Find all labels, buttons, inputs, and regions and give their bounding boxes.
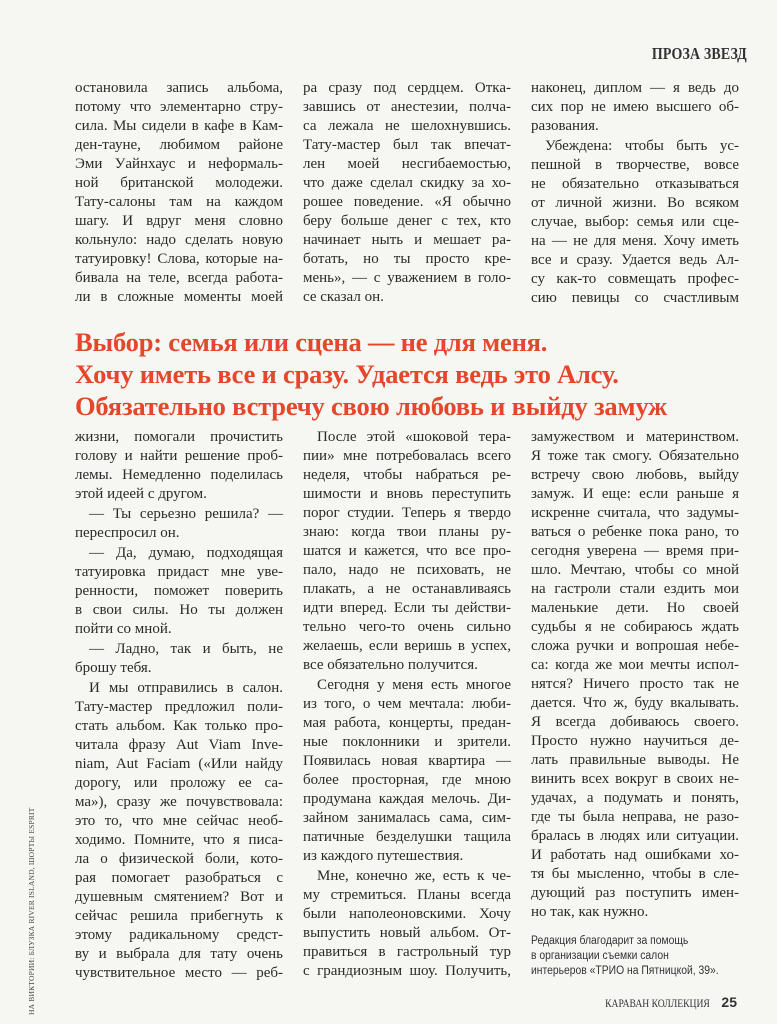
top-column-1 [75,79,283,307]
top-column-3 [531,79,739,308]
text-line: И работать над ошибками хо- [531,847,739,863]
text-line: переспросил он. [75,525,180,541]
text-line: стать альбом. Как только про- [75,718,283,734]
text-line: ла о физической боли, кото- [75,851,283,867]
text-line: шатся и кажется, что все про- [303,543,511,559]
credit-line: в организации съемки салон [531,950,669,962]
text-line: пии» мне потребовалась всего [303,448,511,464]
text-line: плакать, а не останавливаясь [303,581,511,597]
text-line: где ты была неправа, не разо- [531,809,739,825]
text-line: Убеждена: чтобы быть ус- [545,138,739,154]
credit-line: Редакция благодарит за помощь [531,935,689,947]
text-line: Я всегда добиваюсь своего. [531,714,739,730]
page-number: 25 [721,994,737,1010]
text-line: ра сразу под сердцем. Отка- [303,80,511,96]
text-line: сложа ручки и вопрошая небе- [531,638,739,654]
text-line: сегодня уверена — время при- [531,543,739,559]
text-line: сих пор не имею высшего об- [531,99,739,115]
photo-caption: НА ВИКТОРИИ: БЛУЗКА RIVER ISLAND, ШОРТЫ ESPRIT [27,807,36,1015]
text-line: чувствительное место — реб- [75,965,283,981]
text-line: После этой «шоковой тера- [317,429,511,445]
text-line: в свои силы. Но ты должен [75,602,283,618]
text-line: удачах, а подумать и понять, [531,790,739,806]
text-line: ма»), сразу же почувствовала: [75,794,283,810]
text-line: ные поклонники и зрители. [303,734,511,750]
text-line: винить всех вокруг в своих не- [531,771,739,787]
text-line: идти вперед. Если ты действи- [303,600,511,616]
text-line: наконец, диплом — я ведь до [531,80,739,96]
text-line: Эми Уайнхаус и неформаль- [75,156,283,172]
text-line: встречу свою любовь, выйду [531,467,739,483]
text-line: остановила запись альбома, [75,80,283,96]
text-line: это то, что мне сейчас необ- [75,813,283,829]
text-line: выпустить новый альбом. От- [303,925,511,941]
text-line: этому радикальному средст- [75,927,283,943]
pull-quote [75,326,755,422]
text-line: И мы отправились в салон. [89,680,283,696]
pull-quote-line: Обязательно встречу свою любовь и выйду замуж [75,391,668,421]
text-line: желаешь, если веришь в успех, [303,638,511,654]
text-line: продумана каждая мелочь. Ди- [303,791,511,807]
text-line: правиться в гастрольный тур [303,944,511,960]
text-line: са: когда же мои мечты испол- [531,657,739,673]
text-line: ной британской молодежи. [75,175,283,191]
text-line: зайном занималась сама, сим- [303,810,511,826]
section-header: ПРОЗА ЗВЕЗД [651,44,747,63]
text-line: Сегодня у меня есть многое [317,677,511,693]
text-line: искренне считала, что задумы- [531,505,739,521]
credit-note [531,934,718,979]
pull-quote-line: Выбор: семья или сцена — не для меня. [75,327,548,357]
text-line: маленькие дети. Но своей [531,600,739,616]
text-line: на гастроли стали ездить мои [531,581,739,597]
text-line: Я тоже так смогу. Обязательно [531,448,739,464]
text-line: niam, Aut Faciam («Или найду [75,756,283,772]
text-line: — Ладно, так и быть, не [89,641,283,657]
text-line: были наполеоновскими. Хочу [303,906,511,922]
text-line: Мне, конечно же, есть к че- [317,868,511,884]
text-line: душевным смятением? Вот и [75,889,283,905]
bottom-column-3 [531,428,739,979]
text-line: все обязательно получится. [303,657,478,673]
text-line: мень», — с уважением в голо- [303,270,511,286]
text-line: ботать, но ты просто кре- [303,251,511,267]
pull-quote-line: Хочу иметь все и сразу. Удается ведь это Алсу. [75,359,619,389]
text-line: нятся? Ничего просто так не [531,676,739,692]
text-line: судьбы я не собираюсь ждать [531,619,739,635]
text-line: брошу тебя. [75,660,152,676]
magazine-name: КАРАВАН КОЛЛЕКЦИЯ [604,996,710,1010]
text-line: ваться о ребенке пока рано, то [531,524,739,540]
text-line: дается. Что ж, буду вкалывать. [531,695,739,711]
text-line: потому что элементарно стру- [75,99,283,115]
text-line: пойти со мной. [75,621,172,637]
text-line: бралась в людях или ситуации. [531,828,739,844]
text-line: ден-тауне, любимом районе [75,137,283,153]
text-line: Тату-мастер предложил поли- [75,699,283,715]
text-line: лать правильные выводы. Не [531,752,739,768]
text-line: голову и найти решение проб- [75,448,283,464]
text-line: замуж. И еще: если раньше я [531,486,739,502]
text-line: завшись от анестезии, полча- [303,99,511,115]
text-line: но так, как нужно. [531,904,649,920]
text-line: му стремиться. Планы всегда [303,887,511,903]
text-line: тельно чего-то очень сильно [303,619,511,635]
page-footer [579,994,737,1011]
text-line: читала фразу Aut Viam Inve- [75,737,283,753]
text-line: замужеством и материнством. [531,429,739,445]
text-line: — Да, думаю, подходящая [89,545,283,561]
text-line: мая работа, концерты, предан- [303,715,511,731]
text-line: ли в сложные моменты моей [75,289,283,305]
text-line: ренности, поможет поверить [75,583,283,599]
text-line: знаю: когда твои планы ру- [303,524,511,540]
text-line: сию певицы со счастливым [531,290,739,306]
text-line: Просто нужно научиться де- [531,733,739,749]
text-line: неделя, чтобы набраться ре- [303,467,511,483]
text-line: Тату-мастер был так впечат- [303,137,511,153]
text-line: все и сразу. Удается ведь Ал- [531,252,739,268]
text-line: ву и выбрала для тату очень [75,946,283,962]
bottom-column-2 [303,428,511,981]
text-line: случае, выбор: семья или сце- [531,214,739,230]
text-line: тя бы мысленно, чтобы в сле- [531,866,739,882]
text-line: от личной жизни. Во всяком [531,195,739,211]
text-line: патичные безделушки тащила [303,829,511,845]
text-line: Тату-салоны там на каждом [75,194,283,210]
text-line: дорогу, или проложу ее са- [75,775,283,791]
bottom-column-1 [75,428,283,983]
text-line: татуировку! Слова, которые на- [75,251,283,267]
text-line: что даже сделал скидку за хо- [303,175,511,191]
text-line: шагу. И вдруг меня словно [75,213,283,229]
text-line: беру больше денег с тех, кто [303,213,511,229]
text-line: кольнуло: надо сделать новую [75,232,283,248]
text-line: сила. Мы сидели в кафе в Кам- [75,118,283,134]
text-line: су как-то совмещать профес- [531,271,739,287]
text-line: рая помогает разобраться с [75,870,283,886]
text-line: жизни, помогали прочистить [75,429,283,445]
text-line: сейчас решила прибегнуть к [75,908,283,924]
text-line: шимости и вновь переступить [303,486,511,502]
text-line: на — не для меня. Хочу иметь [531,233,739,249]
text-line: разования. [531,118,599,134]
credit-line: интерьеров «ТРИО на Пятницкой, 39». [531,965,719,977]
text-line: более просторная, где мною [303,772,511,788]
text-line: рошее поведение. «Я обычно [303,194,511,210]
text-line: лемы. Немедленно поделилась [75,467,283,483]
text-line: из каждого путешествия. [303,848,464,864]
text-line: са лежала не шелохнувшись. [303,118,511,134]
text-line: дующий раз поступить имен- [531,885,739,901]
text-line: — Ты серьезно решила? — [89,506,283,522]
top-column-2 [303,79,511,307]
text-line: шло. Мечтаю, чтобы со мной [531,562,739,578]
text-line: с грандиозным шоу. Получить, [303,963,511,979]
text-line: Появилась новая квартира — [303,753,511,769]
text-line: этой идеей с другом. [75,486,207,502]
text-line: се сказал он. [303,289,384,305]
text-line: порог студии. Теперь я твердо [303,505,511,521]
text-line: татуировка придаст мне уве- [75,564,283,580]
text-line: пешной в творчестве, вовсе [531,157,739,173]
text-line: начинает ныть и мешает ра- [303,232,511,248]
text-line: бивала на теле, всегда работа- [75,270,283,286]
text-line: ходимо. Помните, что я писа- [75,832,283,848]
text-line: из того, о чем мечтала: люби- [303,696,511,712]
text-line: не обязательно отказываться [531,176,739,192]
text-line: лен моей несгибаемостью, [303,156,511,172]
text-line: пало, надо не психовать, не [303,562,511,578]
